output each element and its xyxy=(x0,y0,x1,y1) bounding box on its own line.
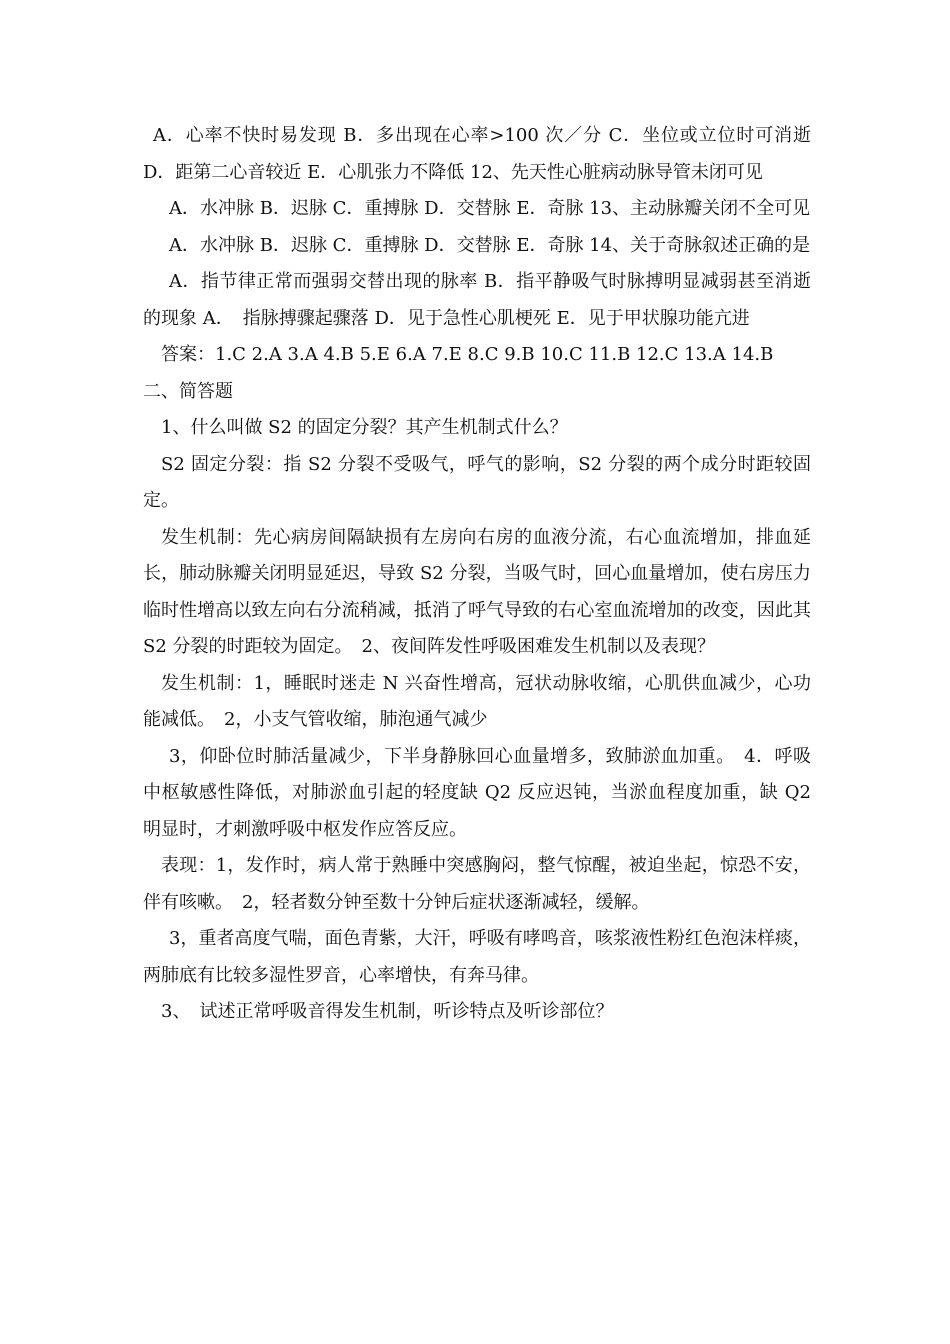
short-answer-1-definition: S2 固定分裂：指 S2 分裂不受吸气，呼气的影响，S2 分裂的两个成分时距较固定。 xyxy=(143,453,811,511)
short-answer-2-symptoms-continued: 3，重者高度气喘，面色青紫，大汗，呼吸有哮鸣音，咳浆液性粉红色泡沫样痰，两肺底有比较多湿性罗音，心率增快，有奔马律。 xyxy=(143,928,811,986)
question-11-options: A．心率不快时易发现 B．多出现在心率>100 次／分 C．坐位或立位时可消逝 D．距第二心音较近 E．心肌张力不降低 12、先天性心脏病动脉导管未闭可见 xyxy=(143,125,811,183)
answer-key: 答案：1.C 2.A 3.A 4.B 5.E 6.A 7.E 8.C 9.B 10.C 11.B 12.C 13.A 14.B xyxy=(161,344,774,365)
document-body xyxy=(143,118,811,1031)
short-answer-2-symptoms: 表现：1，发作时，病人常于熟睡中突感胸闷，整气惊醒，被迫坐起，惊恐不安，伴有咳嗽。 2，轻者数分钟至数十分钟后症状逐渐减轻，缓解。 xyxy=(143,855,811,913)
short-question-1: 1、什么叫做 S2 的固定分裂？其产生机制式什么？ xyxy=(161,417,568,438)
question-12-options: A．水冲脉 B．迟脉 C．重搏脉 D．交替脉 E．奇脉 13、主动脉瓣关闭不全可见 xyxy=(169,198,811,219)
short-question-3: 3、 试述正常呼吸音得发生机制，听诊特点及听诊部位？ xyxy=(161,1001,614,1022)
question-13-options: A．水冲脉 B．迟脉 C．重搏脉 D．交替脉 E．奇脉 14、关于奇脉叙述正确的是 xyxy=(169,234,811,256)
question-14-options: A．指节律正常而强弱交替出现的脉率 B．指平静吸气时脉搏明显减弱甚至消逝的现象 A． 指脉搏骤起骤落 D．见于急性心肌梗死 E．见于甲状腺功能亢进 xyxy=(143,271,811,329)
short-answer-2-mechanism: 发生机制：1，睡眠时迷走 N 兴奋性增高，冠状动脉收缩，心肌供血减少，心功能减低。 2，小支气管收缩，肺泡通气减少 xyxy=(143,672,811,730)
section-heading: 二、简答题 xyxy=(143,380,233,402)
short-answer-2-mechanism-continued: 3，仰卧位时肺活量减少，下半身静脉回心血量增多，致肺淤血加重。 4．呼吸中枢敏感性降低，对肺淤血引起的轻度缺 Q2 反应迟钝，当淤血程度加重，缺 Q2 明显时，才刺激呼吸中枢发作应答反应。 xyxy=(143,745,811,840)
short-answer-1-mechanism: 发生机制：先心病房间隔缺损有左房向右房的血液分流，右心血流增加，排血延长，肺动脉瓣关闭明显延迟，导致 S2 分裂，当吸气时，回心血量增加，使右房压力临时性增高以致左向右分流稍减，抵消了呼气导致的右心室血流增加的改变，因此其 S2 分裂的时距较为固定。 2、夜间阵发性呼吸困难发生机制以及表现？ xyxy=(143,526,811,657)
